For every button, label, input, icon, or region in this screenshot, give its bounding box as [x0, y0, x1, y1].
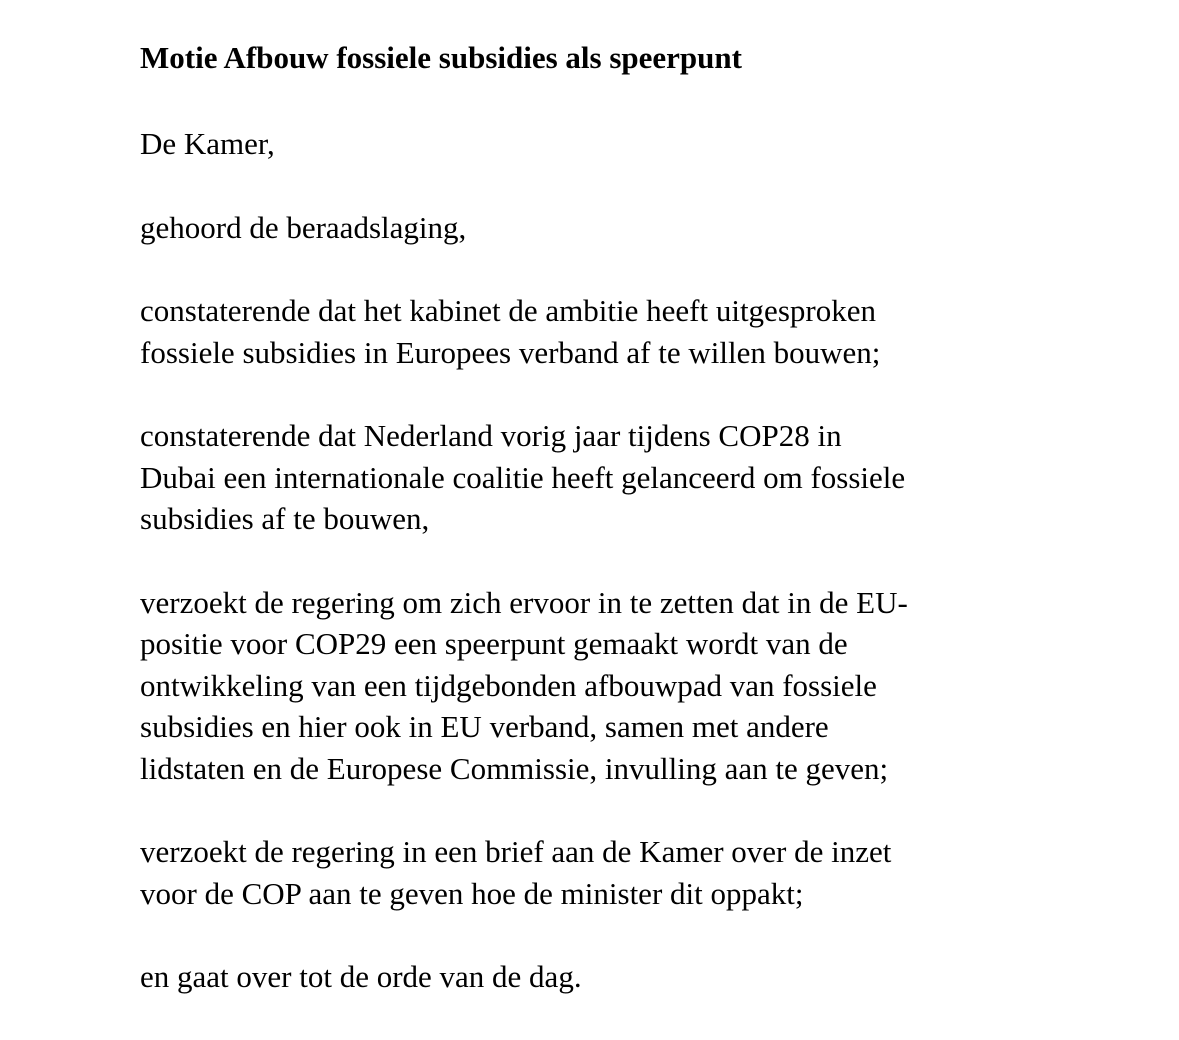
paragraph-request-1: [140, 582, 1160, 790]
text-line: De Kamer,: [140, 126, 275, 161]
paragraph-consideration-1: [140, 290, 1160, 373]
motion-title: Motie Afbouw fossiele subsidies als speerpunt: [140, 40, 742, 75]
text-line: voor de COP aan te geven hoe de minister dit oppakt;: [140, 875, 804, 911]
text-line: gehoord de beraadslaging,: [140, 209, 467, 245]
text-line: subsidies af te bouwen,: [140, 501, 430, 536]
text-line: constaterende dat het kabinet de ambitie heeft uitgesproken: [140, 293, 876, 328]
text-line: verzoekt de regering in een brief aan de Kamer over de inzet: [140, 834, 892, 869]
text-line: en gaat over tot de orde van de dag.: [140, 959, 582, 994]
text-line: positie voor COP29 een speerpunt gemaakt wordt van de: [140, 626, 848, 661]
text-line: lidstaten en de Europese Commissie, invulling aan te geven;: [140, 750, 889, 786]
paragraph-consideration-2: [140, 415, 1160, 540]
paragraph-deliberation: [140, 207, 1160, 249]
text-line: fossiele subsidies in Europees verband af te willen bouwen;: [140, 334, 881, 370]
text-line: ontwikkeling van een tijdgebonden afbouwpad van fossiele: [140, 667, 877, 703]
text-line: subsidies en hier ook in EU verband, samen met andere: [140, 709, 829, 744]
text-line: constaterende dat Nederland vorig jaar tijdens COP28 in: [140, 418, 842, 453]
paragraph-addressee: [140, 123, 1160, 165]
text-line: verzoekt de regering om zich ervoor in te zetten dat in de EU-: [140, 584, 908, 620]
text-line: Dubai een internationale coalitie heeft gelanceerd om fossiele: [140, 459, 906, 495]
paragraph-closing: [140, 956, 1160, 998]
paragraph-request-2: [140, 831, 1160, 914]
document-page: [140, 38, 1160, 1040]
